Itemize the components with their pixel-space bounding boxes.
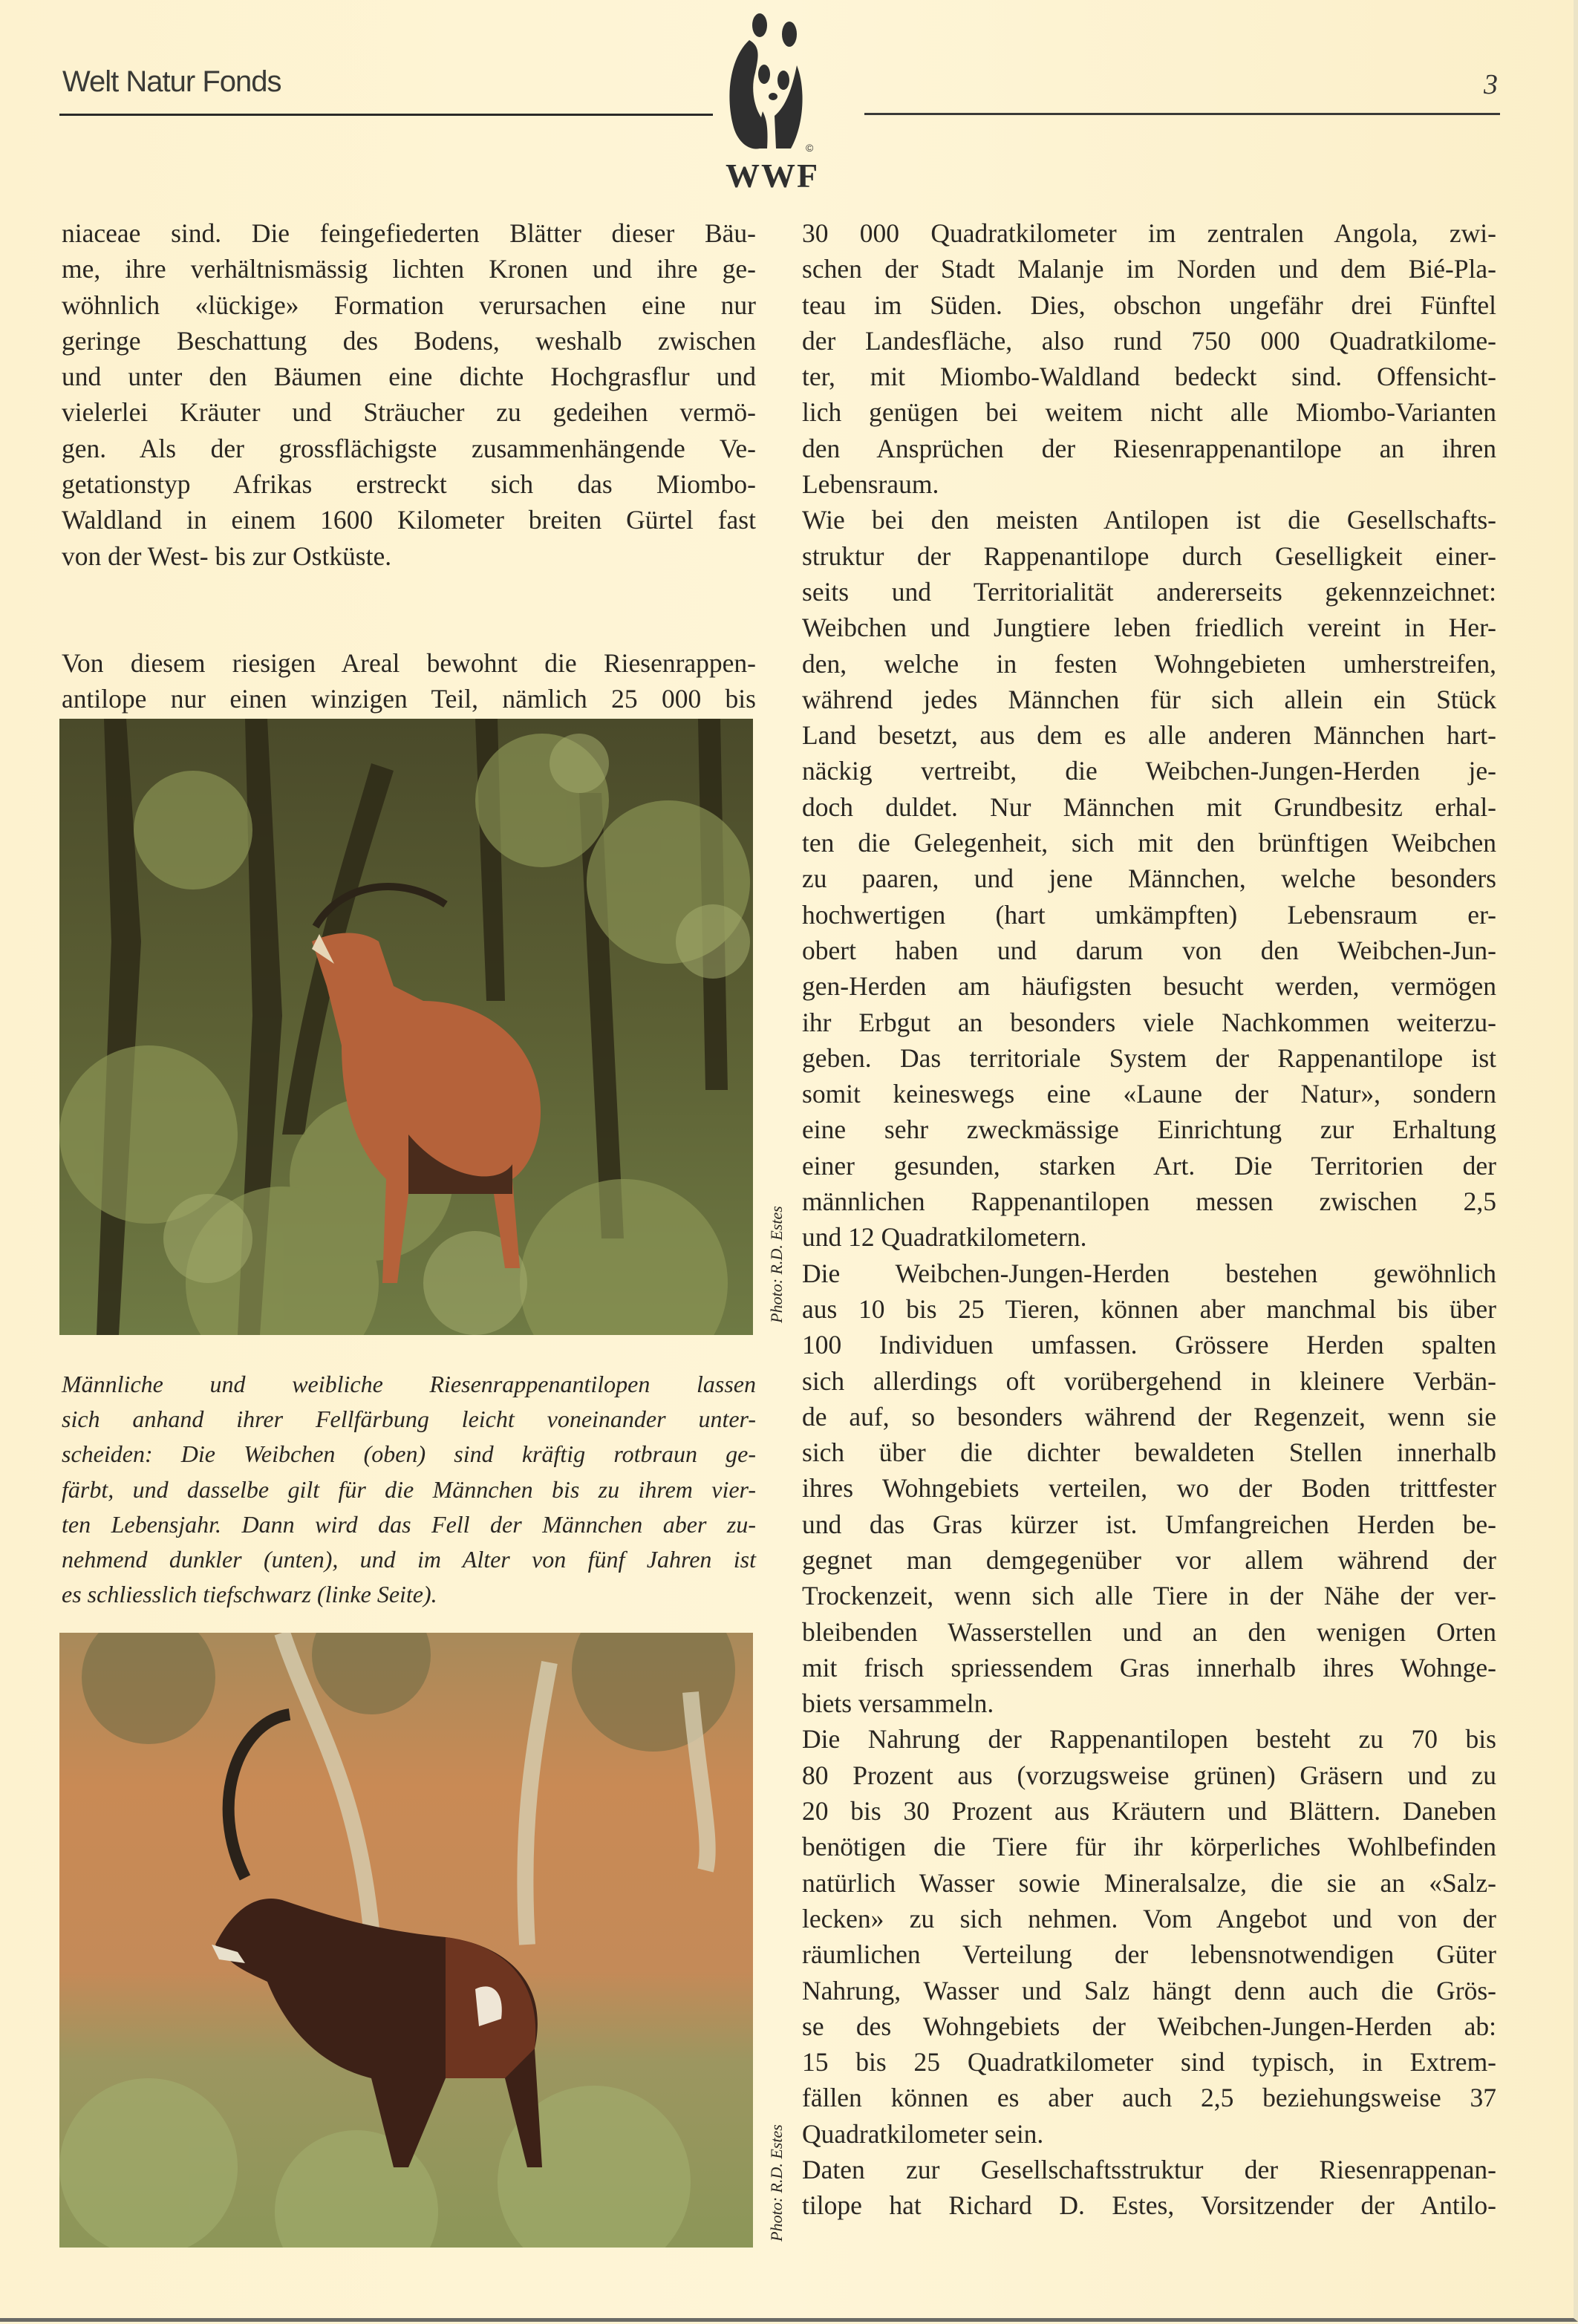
- text-line: Nahrung, Wasser und Salz hängt denn auch die Grös-: [802, 1975, 1496, 2005]
- text-line: antilope nur einen winzigen Teil, nämlich 25 000 bis: [62, 684, 756, 714]
- text-line: sich allerdings oft vorübergehend in kleinere Verbän-: [802, 1365, 1496, 1396]
- caption-line: sich anhand ihrer Fellfärbung leicht voneinander unter-: [62, 1406, 756, 1433]
- text-line: ter, mit Miombo-Waldland bedeckt sind. Offensicht-: [802, 362, 1496, 392]
- caption-line: ten Lebensjahr. Dann wird das Fell der Männchen aber zu-: [62, 1510, 756, 1538]
- text-line: einer gesunden, starken Art. Die Territorien der: [802, 1150, 1496, 1181]
- text-line: gegnet man demgegenüber vor allem während der: [802, 1544, 1496, 1575]
- text-line: geringe Beschattung des Bodens, weshalb zwischen: [62, 325, 756, 356]
- text-line: Wie bei den meisten Antilopen ist die Gesellschafts-: [802, 505, 1496, 535]
- text-line: niaceae sind. Die feingefiederten Blätter dieser Bäu-: [62, 218, 756, 248]
- text-line: und 12 Quadratkilometern.: [802, 1222, 1087, 1253]
- text-line: somit keineswegs eine «Laune der Natur», sondern: [802, 1079, 1496, 1109]
- text-line: natürlich Wasser sowie Mineralsalze, die sie an «Salz-: [802, 1867, 1496, 1898]
- text-line: bleibenden Wasserstellen und an den wenigen Orten: [802, 1616, 1496, 1647]
- text-line: me, ihre verhältnismässig lichten Kronen und ihre ge-: [62, 254, 756, 284]
- text-line: sich über die dichter bewaldeten Stellen innerhalb: [802, 1437, 1496, 1468]
- left-column-paragraph-2: [62, 645, 756, 717]
- wwf-logo-text: WWF: [725, 157, 820, 195]
- right-column: [802, 215, 1496, 2224]
- text-line: hochwertigen (hart umkämpften) Lebensraum er-: [802, 899, 1496, 930]
- copyright-mark: ©: [806, 142, 814, 154]
- header-rule-right: [864, 113, 1500, 115]
- left-column-paragraph-1: [62, 215, 756, 574]
- text-line: teau im Süden. Dies, obschon ungefähr drei Fünftel: [802, 290, 1496, 320]
- wwf-logo: [717, 13, 865, 195]
- text-line: struktur der Rappenantilope durch Geselligkeit einer-: [802, 541, 1496, 571]
- text-line: getationstyp Afrikas erstreckt sich das Miombo-: [62, 469, 756, 500]
- text-line: zu paaren, und jene Männchen, welche besonders: [802, 864, 1496, 894]
- text-line: obert haben und darum von den Weibchen-Jun-: [802, 935, 1496, 965]
- text-line: benötigen die Tiere für ihr körperliches Wohlbefinden: [802, 1832, 1496, 1862]
- text-line: räumlichen Verteilung der lebensnotwendigen Güter: [802, 1939, 1496, 1970]
- header-title: Welt Natur Fonds: [62, 65, 281, 98]
- text-line: se des Wohngebiets der Weibchen-Jungen-Herden ab:: [802, 2011, 1496, 2041]
- paragraph: [802, 2152, 1496, 2224]
- text-line: 100 Individuen umfassen. Grössere Herden spalten: [802, 1330, 1496, 1360]
- text-line: und das Gras kürzer ist. Umfangreichen Herden be-: [802, 1509, 1496, 1539]
- paragraph: [802, 215, 1496, 502]
- photo-female-antelope: [59, 719, 753, 1335]
- text-line: näckig vertreibt, die Weibchen-Jungen-Herden je-: [802, 756, 1496, 786]
- text-line: den Ansprüchen der Riesenrappenantilope an ihren: [802, 433, 1496, 463]
- text-line: eine sehr zweckmässige Einrichtung zur Erhaltung: [802, 1114, 1496, 1145]
- text-line: Lebensraum.: [802, 469, 939, 500]
- photo-male-antelope: [59, 1633, 753, 2248]
- text-line: Die Weibchen-Jungen-Herden bestehen gewöhnlich: [802, 1258, 1496, 1288]
- page-number: 3: [1484, 69, 1498, 100]
- text-line: Waldland in einem 1600 Kilometer breiten Gürtel fast: [62, 505, 756, 535]
- text-line: biets versammeln.: [802, 1688, 994, 1719]
- text-line: Trockenzeit, wenn sich alle Tiere in der Nähe der ver-: [802, 1581, 1496, 1611]
- text-line: lecken» zu sich nehmen. Vom Angebot und von der: [802, 1903, 1496, 1933]
- text-line: de auf, so besonders während der Regenzeit, wenn sie: [802, 1401, 1496, 1432]
- paragraph: [802, 502, 1496, 1255]
- text-line: männlichen Rappenantilopen messen zwischen 2,5: [802, 1187, 1496, 1217]
- text-line: ten die Gelegenheit, sich mit den brünftigen Weibchen: [802, 828, 1496, 858]
- caption-line: Männliche und weibliche Riesenrappenantilopen lassen: [62, 1371, 756, 1397]
- caption-line: färbt, und dasselbe gilt für die Männchen bis zu ihrem vier-: [62, 1475, 756, 1503]
- photo-credit-bottom: Photo: R.D. Estes: [767, 2124, 786, 2242]
- text-line: aus 10 bis 25 Tieren, können aber manchmal bis über: [802, 1293, 1496, 1324]
- photo-credit-top: Photo: R.D. Estes: [767, 1206, 786, 1323]
- paragraph: [802, 1721, 1496, 2152]
- caption-line: nehmend dunkler (unten), und im Alter von fünf Jahren ist: [62, 1546, 756, 1573]
- text-line: 80 Prozent aus (vorzugsweise grünen) Gräsern und zu: [802, 1760, 1496, 1790]
- header-rule-left: [59, 114, 713, 116]
- caption-line: scheiden: Die Weibchen (oben) sind kräftig rotbraun ge-: [62, 1440, 756, 1468]
- text-line: seits und Territorialität andererseits gekennzeichnet:: [802, 576, 1496, 607]
- text-line: von der West- bis zur Ostküste.: [62, 541, 392, 571]
- text-line: Weibchen und Jungtiere leben friedlich vereint in Her-: [802, 613, 1496, 643]
- text-line: der Landesfläche, also rund 750 000 Quadratkilome-: [802, 325, 1496, 356]
- text-line: tilope hat Richard D. Estes, Vorsitzender der Antilo-: [802, 2190, 1496, 2221]
- text-line: lich genügen bei weitem nicht alle Miombo-Varianten: [802, 397, 1496, 428]
- text-line: Von diesem riesigen Areal bewohnt die Riesenrappen-: [62, 648, 756, 678]
- text-line: 20 bis 30 Prozent aus Kräutern und Blättern. Daneben: [802, 1796, 1496, 1827]
- text-line: 15 bis 25 Quadratkilometer sind typisch, in Extrem-: [802, 2047, 1496, 2077]
- text-line: gen. Als der grossflächigste zusammenhängende Ve-: [62, 433, 756, 463]
- text-line: Daten zur Gesellschaftsstruktur der Riesenrappenan-: [802, 2155, 1496, 2185]
- text-line: geben. Das territoriale System der Rappenantilope ist: [802, 1042, 1496, 1073]
- panda-icon: [717, 13, 828, 154]
- text-line: ihr Erbgut an besonders viele Nachkommen weiterzu-: [802, 1007, 1496, 1037]
- text-line: Die Nahrung der Rappenantilopen besteht zu 70 bis: [802, 1724, 1496, 1755]
- text-line: doch duldet. Nur Männchen mit Grundbesitz erhal-: [802, 791, 1496, 822]
- text-line: Land besetzt, aus dem es alle anderen Männchen hart-: [802, 720, 1496, 751]
- text-line: ihres Wohngebiets verteilen, wo der Boden trittfester: [802, 1473, 1496, 1504]
- text-line: schen der Stadt Malanje im Norden und dem Bié-Pla-: [802, 254, 1496, 284]
- text-line: vielerlei Kräuter und Sträucher zu gedeihen vermö-: [62, 397, 756, 428]
- paragraph: [802, 1256, 1496, 1722]
- photo-caption: [62, 1367, 756, 1612]
- caption-line: es schliesslich tiefschwarz (linke Seite).: [62, 1581, 437, 1608]
- text-line: Quadratkilometer sein.: [802, 2118, 1044, 2149]
- text-line: gen-Herden am häufigsten besucht werden, vermögen: [802, 971, 1496, 1002]
- text-line: wöhnlich «lückige» Formation verursachen eine nur: [62, 290, 756, 320]
- text-line: während jedes Männchen für sich allein ein Stück: [802, 684, 1496, 714]
- text-line: den, welche in festen Wohngebieten umherstreifen,: [802, 648, 1496, 679]
- text-line: fällen können es aber auch 2,5 beziehungsweise 37: [802, 2083, 1496, 2113]
- text-line: 30 000 Quadratkilometer im zentralen Angola, zwi-: [802, 218, 1496, 248]
- text-line: und unter den Bäumen eine dichte Hochgrasflur und: [62, 362, 756, 392]
- text-line: mit frisch spriessendem Gras innerhalb ihres Wohnge-: [802, 1652, 1496, 1682]
